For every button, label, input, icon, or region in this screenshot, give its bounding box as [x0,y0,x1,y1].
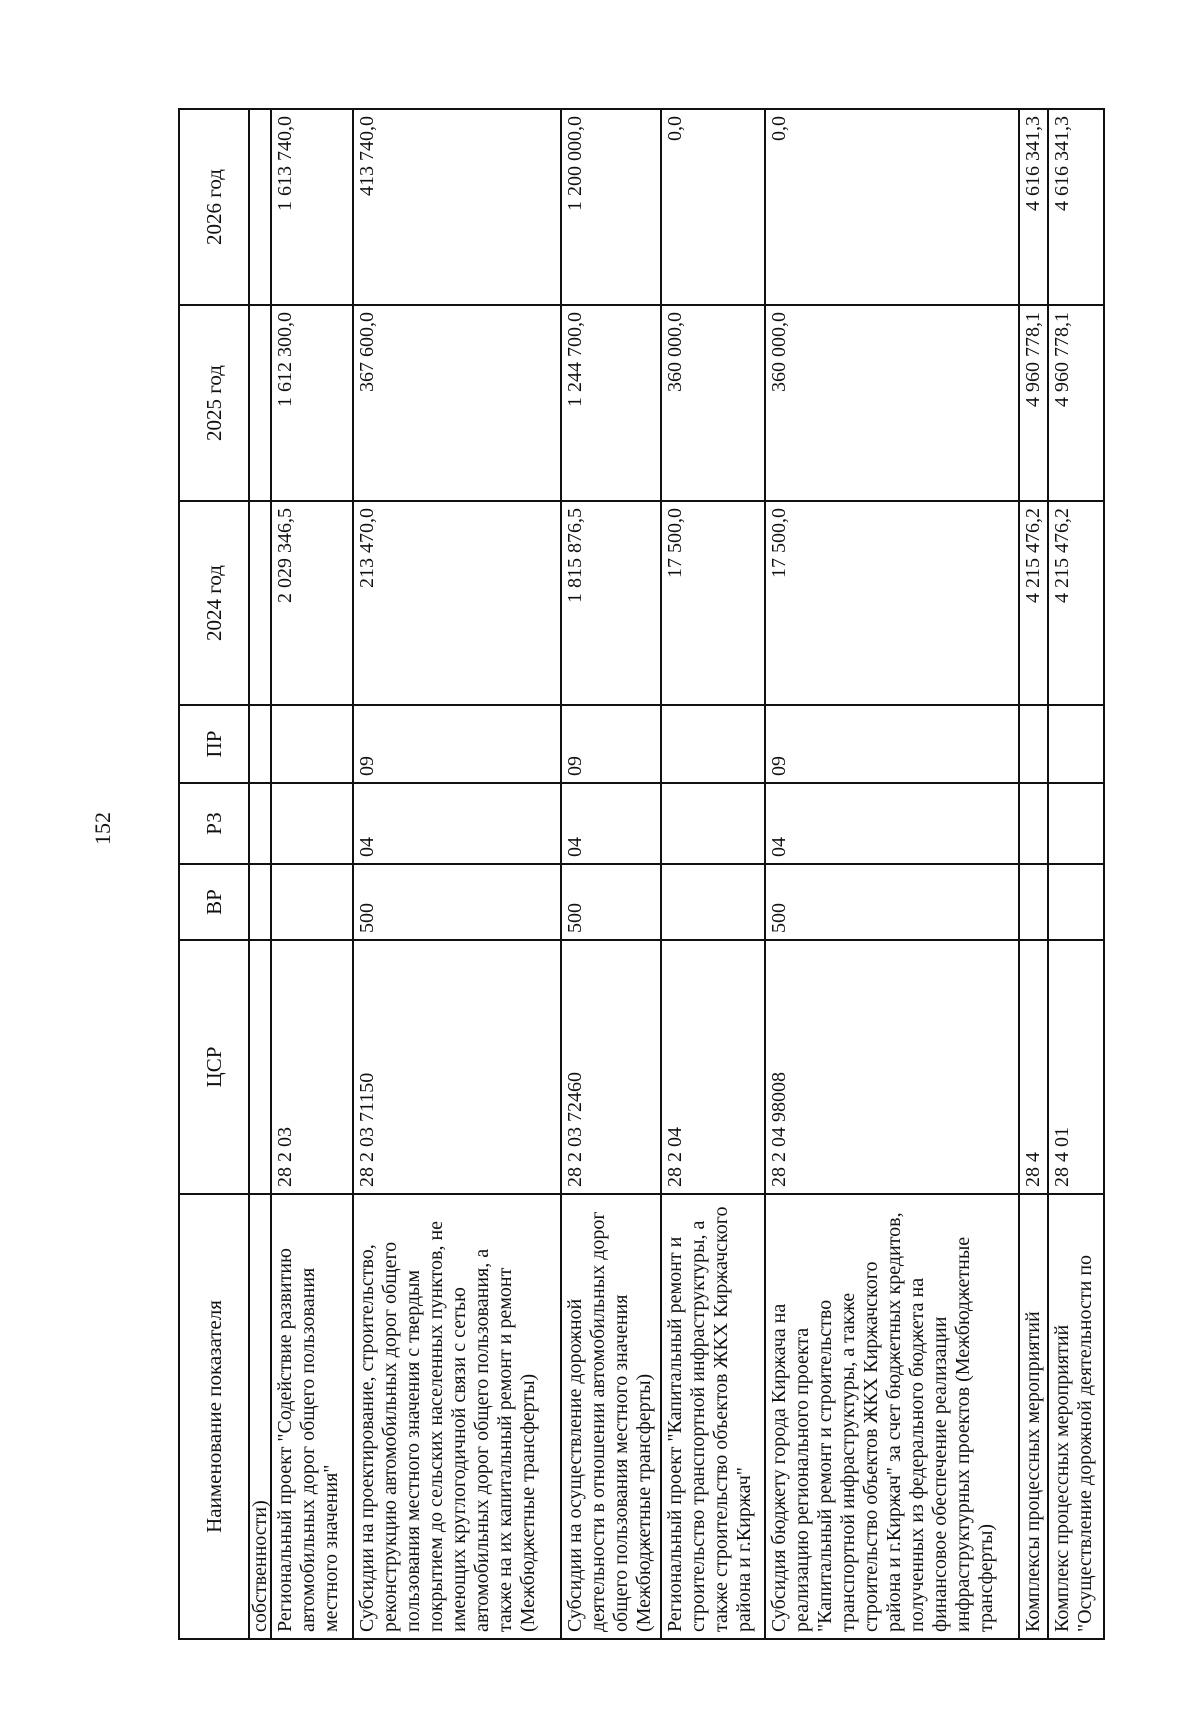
table-row [353,109,561,1639]
row-2025: 1 244 700,0 [561,305,661,501]
row-2025 [249,305,271,501]
row-name: Субсидия бюджету города Киржача на реализацию регионального проекта "Капитальный ремонт и строительство транспортной инфраструктуры, а также строительство объектов ЖКХ Киржачского района и г.Киржач" за счет бюджетных кредитов, полученных из федерального бюджета на финансовое обеспечение реализации инфраструктурных проектов (Межбюджетные трансферты) [765,1194,1019,1639]
row-pr [661,705,765,783]
row-2026: 4 616 341,3 [1019,109,1048,305]
row-2025: 4 960 778,1 [1048,305,1104,501]
row-pr: 09 [765,705,1019,783]
row-pr [249,705,271,783]
row-csr: 28 4 [1019,940,1048,1194]
row-2025: 1 612 300,0 [271,305,353,501]
row-vr [249,864,271,940]
row-2026: 413 740,0 [353,109,561,305]
budget-table [178,108,1105,1640]
row-name: Комплексы процессных мероприятий [1019,1194,1048,1639]
page-number: 152 [90,812,115,845]
row-2025: 360 000,0 [661,305,765,501]
row-rz [271,783,353,864]
row-rz: 04 [353,783,561,864]
row-2024: 4 215 476,2 [1019,501,1048,705]
row-pr: 09 [353,705,561,783]
table-row [561,109,661,1639]
row-csr: 28 2 03 71150 [353,940,561,1194]
table-header-row [179,109,249,1639]
row-2026: 1 613 740,0 [271,109,353,305]
row-name: Субсидии на осуществление дорожной деятельности в отношении автомобильных дорог общего пользования местного значения (Межбюджетные трансферты) [561,1194,661,1639]
header-rz: РЗ [179,783,249,864]
row-name: Комплекс процессных мероприятий "Осуществление дорожной деятельности по [1048,1194,1104,1639]
row-vr: 500 [765,864,1019,940]
table-row [1019,109,1048,1639]
row-pr [1019,705,1048,783]
table-row [271,109,353,1639]
header-2024: 2024 год [179,501,249,705]
row-2026: 0,0 [765,109,1019,305]
row-vr [661,864,765,940]
row-vr [271,864,353,940]
row-2025: 4 960 778,1 [1019,305,1048,501]
row-rz [661,783,765,864]
row-vr [1019,864,1048,940]
header-csr: ЦСР [179,940,249,1194]
row-2024: 17 500,0 [765,501,1019,705]
row-name: Субсидии на проектирование, строительство, реконструкцию автомобильных дорог общего пользования местного значения с твердым покрытием до сельских населенных пунктов, не имеющих круглогодичной связи с сетью автомобильных дорог общего пользования, а также на их капитальный ремонт и ремонт (Межбюджетные трансферты) [353,1194,561,1639]
row-2024: 2 029 346,5 [271,501,353,705]
header-vr: ВР [179,864,249,940]
row-2024 [249,501,271,705]
header-2026: 2026 год [179,109,249,305]
row-csr: 28 2 03 72460 [561,940,661,1194]
row-rz: 04 [561,783,661,864]
row-2026: 4 616 341,3 [1048,109,1104,305]
row-vr: 500 [353,864,561,940]
row-name: Региональный проект "Капитальный ремонт и строительство транспортной инфраструктуры, а также строительство объектов ЖКХ Киржачского района и г.Киржач" [661,1194,765,1639]
row-2025: 367 600,0 [353,305,561,501]
row-2024: 1 815 876,5 [561,501,661,705]
row-2024: 4 215 476,2 [1048,501,1104,705]
header-name: Наименование показателя [179,1194,249,1639]
row-name: собственности) [249,1194,271,1639]
table-row [765,109,1019,1639]
row-2026 [249,109,271,305]
row-rz: 04 [765,783,1019,864]
row-csr: 28 4 01 [1048,940,1104,1194]
header-pr: ПР [179,705,249,783]
row-2025: 360 000,0 [765,305,1019,501]
row-rz [1019,783,1048,864]
row-pr [1048,705,1104,783]
row-rz [1048,783,1104,864]
row-pr: 09 [561,705,661,783]
row-2024: 213 470,0 [353,501,561,705]
row-vr: 500 [561,864,661,940]
row-csr: 28 2 03 [271,940,353,1194]
row-csr [249,940,271,1194]
table-row [249,109,271,1639]
row-csr: 28 2 04 [661,940,765,1194]
row-csr: 28 2 04 98008 [765,940,1019,1194]
row-vr [1048,864,1104,940]
row-pr [271,705,353,783]
header-2025: 2025 год [179,305,249,501]
row-name: Региональный проект "Содействие развитию автомобильных дорог общего пользования местного значения" [271,1194,353,1639]
row-2026: 0,0 [661,109,765,305]
row-2024: 17 500,0 [661,501,765,705]
row-rz [249,783,271,864]
table-row [1048,109,1104,1639]
table-row [661,109,765,1639]
row-2026: 1 200 000,0 [561,109,661,305]
